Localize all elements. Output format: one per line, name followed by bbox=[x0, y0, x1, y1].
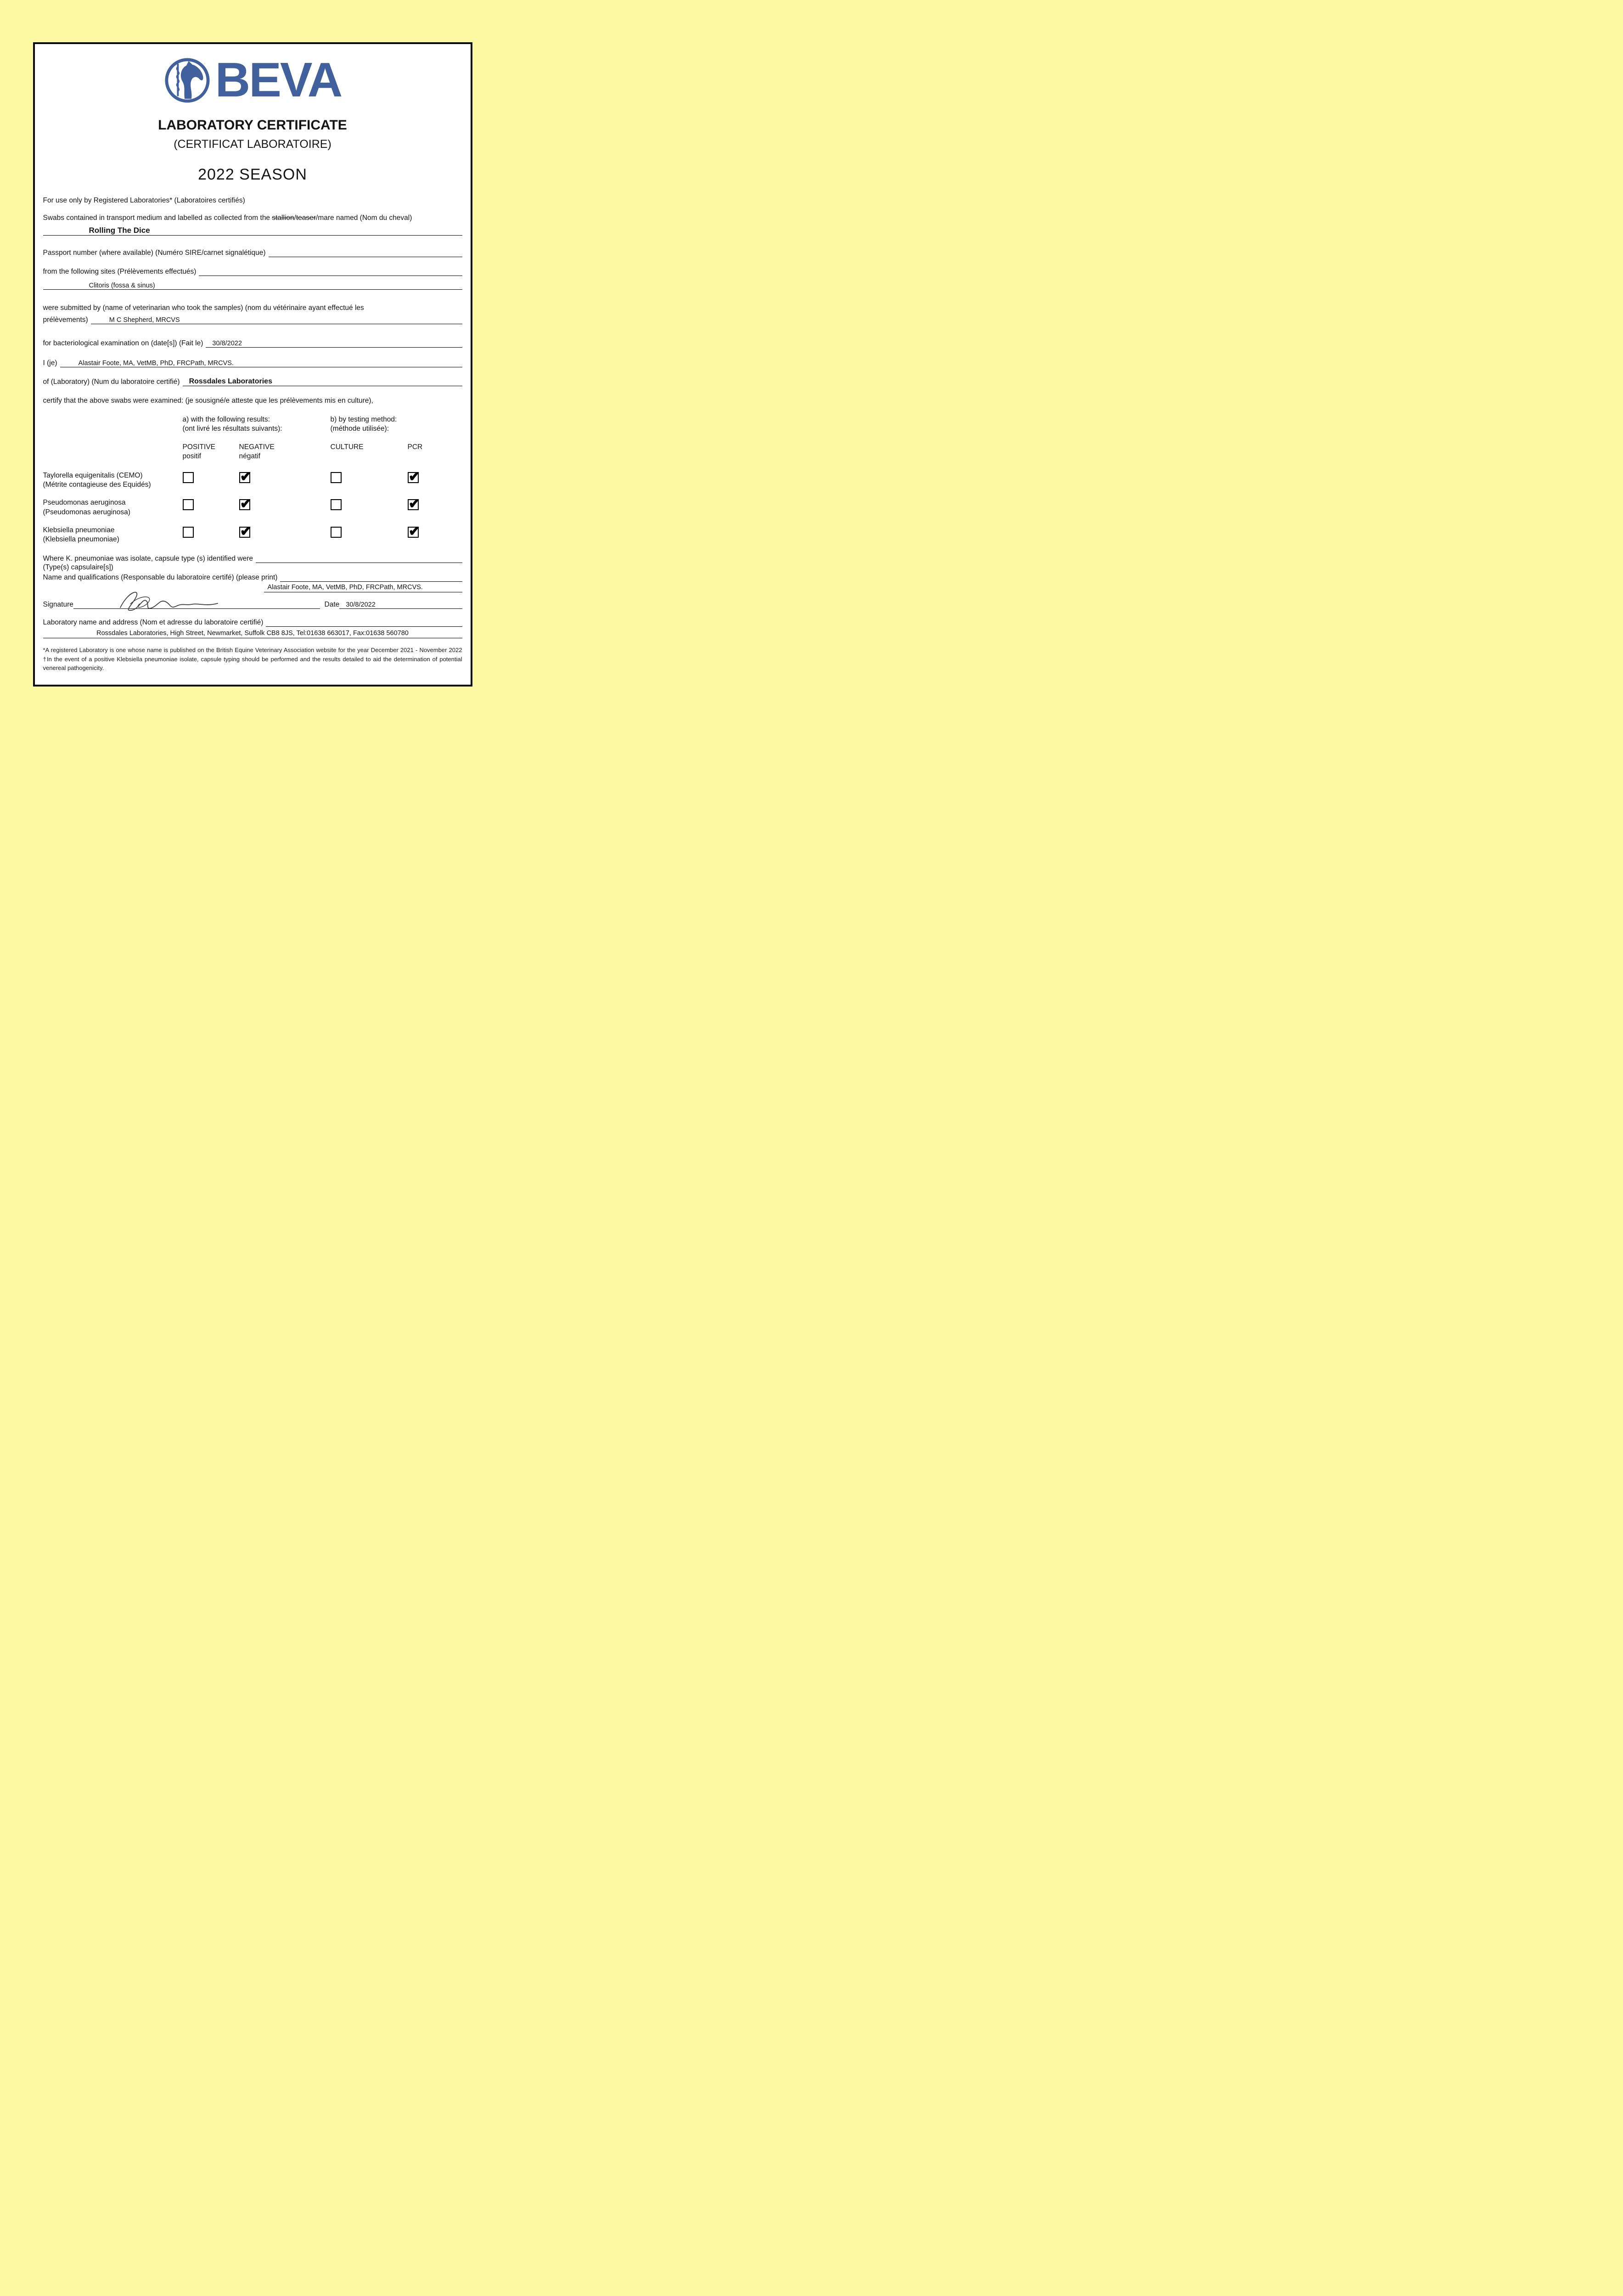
lab-address-value-field[interactable] bbox=[43, 630, 462, 638]
sites-label: from the following sites (Prélèvements effectués) bbox=[43, 268, 197, 276]
capsule-label: Where K. pneumoniae was isolate, capsule type (s) identified were bbox=[43, 554, 253, 563]
lab-address-label: Laboratory name and address (Nom et adresse du laboratoire certifié) bbox=[43, 619, 264, 627]
date-label: Date bbox=[324, 601, 340, 609]
swabs-statement bbox=[43, 214, 462, 223]
signature-row bbox=[43, 599, 462, 609]
passport-row bbox=[43, 248, 462, 257]
organism-name-en: Klebsiella pneumoniae bbox=[43, 526, 115, 534]
sites-row bbox=[43, 266, 462, 276]
sites-value: Clitoris (fossa & sinus) bbox=[89, 282, 155, 290]
registered-note: For use only by Registered Laboratories* (Laboratoires certifiés) bbox=[43, 197, 245, 204]
name-qualifications-label: Name and qualifications (Responsable du laboratoire certifé) (please print) bbox=[43, 574, 278, 582]
slash-2: / bbox=[316, 214, 318, 222]
certify-statement: certify that the above swabs were examined: (je sousigné/e atteste que les prélèvements mis en culture), bbox=[43, 397, 373, 405]
submitted-by-label-line2: prélèvements) bbox=[43, 316, 88, 324]
check-mark-icon: ✔ bbox=[408, 468, 421, 485]
results-header-a-line1: a) with the following results: bbox=[182, 415, 270, 423]
submitted-by-label-line1: were submitted by (name of veterinarian who took the samples) (nom du vétérinaire ayant effectué les bbox=[43, 304, 364, 312]
beva-wordmark: BEVA bbox=[215, 53, 342, 107]
capsule-label-fr: (Type(s) capsulaire[s]) bbox=[43, 563, 113, 571]
column-header-pcr-en: PCR bbox=[407, 443, 423, 451]
date-wrap bbox=[325, 599, 462, 609]
lab-address-row bbox=[43, 617, 462, 627]
slash-1: / bbox=[294, 214, 296, 222]
date-value: 30/8/2022 bbox=[346, 601, 376, 609]
check-mark-icon: ✔ bbox=[240, 468, 252, 485]
signature-image bbox=[115, 585, 220, 614]
passport-field[interactable] bbox=[269, 248, 462, 257]
name-qualifications-row bbox=[43, 572, 462, 582]
checkbox-pseudomonas-culture[interactable] bbox=[331, 499, 342, 510]
checkbox-klebsiella-pcr[interactable] bbox=[408, 523, 421, 539]
checkbox-taylorella-culture[interactable] bbox=[331, 472, 342, 483]
results-header-b bbox=[331, 415, 466, 433]
checkbox-taylorella-negative[interactable] bbox=[239, 468, 252, 485]
check-mark-icon: ✔ bbox=[240, 523, 252, 539]
results-group-headers bbox=[43, 415, 462, 433]
column-header-culture-en: CULTURE bbox=[330, 443, 364, 451]
certificate-subtitle: (CERTIFICAT LABORATOIRE) bbox=[174, 138, 331, 151]
examination-label: for bacteriological examination on (date[s]) (Fait le) bbox=[43, 339, 203, 348]
checkbox-taylorella-positive[interactable] bbox=[183, 472, 194, 483]
printed-name-value[interactable]: Alastair Foote, MA, VetMB, PhD, FRCPath, MRCVS. bbox=[264, 584, 462, 592]
horse-name-field[interactable] bbox=[43, 225, 462, 236]
examination-date-field[interactable] bbox=[206, 338, 462, 348]
checkbox-taylorella-pcr[interactable] bbox=[408, 468, 421, 485]
results-row-taylorella bbox=[43, 468, 462, 490]
laboratory-row bbox=[43, 377, 462, 386]
column-header-negative bbox=[239, 443, 331, 461]
submitted-by-row bbox=[43, 315, 462, 324]
lab-address-field[interactable] bbox=[266, 617, 462, 627]
check-mark-icon: ✔ bbox=[240, 495, 252, 512]
column-header-positive-fr: positif bbox=[182, 452, 201, 460]
results-row-klebsiella bbox=[43, 523, 462, 544]
examination-date-value: 30/8/2022 bbox=[212, 340, 242, 348]
veterinarian-value: M C Shepherd, MRCVS bbox=[109, 316, 180, 324]
name-qualifications-field[interactable] bbox=[280, 572, 462, 582]
checkbox-pseudomonas-positive[interactable] bbox=[183, 499, 194, 510]
date-field[interactable] bbox=[339, 599, 462, 609]
certificate-title: LABORATORY CERTIFICATE bbox=[158, 118, 347, 133]
swabs-prefix: Swabs contained in transport medium and labelled as collected from the bbox=[43, 214, 272, 222]
results-column-headers bbox=[43, 443, 462, 461]
sites-value-field[interactable] bbox=[43, 279, 462, 290]
i-je-row bbox=[43, 358, 462, 367]
printed-name-row bbox=[43, 584, 462, 592]
capsule-section bbox=[43, 553, 462, 592]
lab-address-value: Rossdales Laboratories, High Street, Newmarket, Suffolk CB8 8JS, Tel:01638 663017, Fax:01638 560780 bbox=[96, 630, 409, 637]
examiner-name-field[interactable] bbox=[60, 358, 462, 367]
swabs-suffix: mare named (Nom du cheval) bbox=[318, 214, 412, 222]
veterinarian-field[interactable] bbox=[91, 315, 462, 324]
results-header-b-line2: (méthode utilisée): bbox=[330, 424, 389, 433]
organism-name-en: Taylorella equigenitalis (CEMO) bbox=[43, 472, 143, 480]
column-header-negative-fr: négatif bbox=[239, 452, 261, 460]
footnote: *A registered Laboratory is one whose name is published on the British Equine Veterinary Association website for the year December 2021 - November 2022 †In the event of a positive Klebsiella pneumoniae isolate, capsule typing should be performed and the results detailed to aid the determination of potential venereal pathogenicity. bbox=[43, 647, 462, 672]
results-row-pseudomonas bbox=[43, 495, 462, 517]
laboratory-label: of (Laboratory) (Num du laboratoire certifié) bbox=[43, 378, 180, 386]
signature-label: Signature bbox=[43, 601, 73, 609]
organism-name-en: Pseudomonas aeruginosa bbox=[43, 499, 126, 507]
horse-name-value: Rolling The Dice bbox=[89, 226, 150, 235]
column-header-negative-en: NEGATIVE bbox=[239, 443, 275, 451]
beva-logo bbox=[43, 53, 462, 107]
column-header-pcr bbox=[408, 443, 466, 452]
organism-label-klebsiella bbox=[43, 526, 183, 544]
check-mark-icon: ✔ bbox=[408, 523, 421, 539]
checkbox-pseudomonas-pcr[interactable] bbox=[408, 495, 421, 512]
checkbox-klebsiella-positive[interactable] bbox=[183, 527, 194, 538]
capsule-type-field[interactable] bbox=[256, 553, 462, 563]
laboratory-name-field[interactable] bbox=[183, 377, 462, 386]
signature-field[interactable] bbox=[73, 599, 320, 609]
season-heading: 2022 SEASON bbox=[198, 166, 307, 183]
struck-teaser: teaser bbox=[296, 214, 316, 222]
results-header-a-line2: (ont livré les résultats suivants): bbox=[182, 424, 282, 433]
column-header-positive bbox=[183, 443, 239, 461]
i-je-label: I (je) bbox=[43, 359, 57, 367]
checkbox-klebsiella-culture[interactable] bbox=[331, 527, 342, 538]
column-header-culture bbox=[331, 443, 408, 452]
beva-logo-icon bbox=[164, 57, 211, 104]
certificate bbox=[33, 42, 472, 687]
results-header-a bbox=[183, 415, 331, 433]
organism-label-taylorella bbox=[43, 471, 183, 490]
organism-name-fr: (Klebsiella pneumoniae) bbox=[43, 535, 119, 543]
organism-label-pseudomonas bbox=[43, 498, 183, 517]
check-mark-icon: ✔ bbox=[408, 495, 421, 512]
laboratory-name-value: Rossdales Laboratories bbox=[189, 377, 272, 386]
sites-field[interactable] bbox=[199, 266, 462, 276]
capsule-row bbox=[43, 553, 462, 563]
checkbox-pseudomonas-negative[interactable] bbox=[239, 495, 252, 512]
organism-name-fr: (Pseudomonas aeruginosa) bbox=[43, 508, 130, 516]
column-header-positive-en: POSITIVE bbox=[182, 443, 215, 451]
examiner-name-value: Alastair Foote, MA, VetMB, PhD, FRCPath, MRCVS. bbox=[78, 360, 234, 367]
passport-label: Passport number (where available) (Numéro SIRE/carnet signalétique) bbox=[43, 249, 266, 257]
examination-row bbox=[43, 338, 462, 348]
checkbox-klebsiella-negative[interactable] bbox=[239, 523, 252, 539]
results-header-b-line1: b) by testing method: bbox=[330, 415, 397, 423]
organism-name-fr: (Métrite contagieuse des Equidés) bbox=[43, 481, 151, 489]
struck-stallion: stallion bbox=[272, 214, 294, 222]
